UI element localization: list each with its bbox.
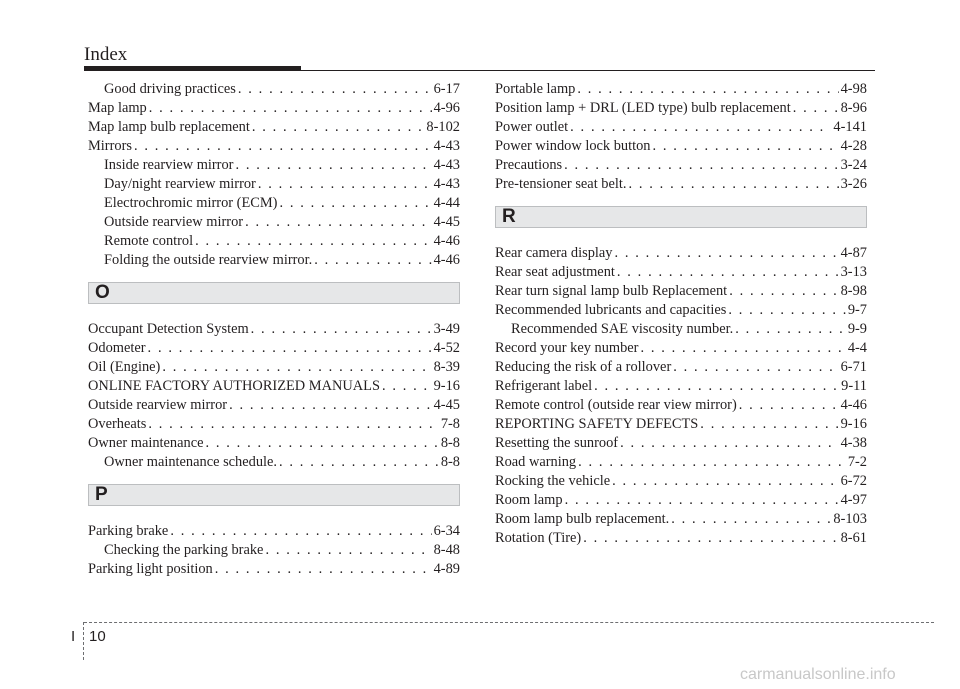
entry-term: Owner maintenance bbox=[88, 435, 204, 451]
section-letter-o: O bbox=[95, 282, 110, 303]
index-entry bbox=[495, 80, 867, 99]
index-title: Index bbox=[84, 44, 128, 65]
entry-page: 3-13 bbox=[840, 264, 867, 280]
footer-page-number: 10 bbox=[89, 628, 106, 645]
footer-section-letter: I bbox=[71, 628, 76, 645]
index-entry bbox=[495, 510, 867, 529]
right-column bbox=[495, 80, 867, 548]
dot-leader bbox=[245, 213, 432, 232]
index-entry bbox=[495, 434, 867, 453]
watermark: carmanualsonline.info bbox=[740, 666, 896, 683]
entry-page: 4-87 bbox=[840, 245, 867, 261]
entry-page: 4-89 bbox=[433, 561, 460, 577]
entry-term: Room lamp bbox=[495, 492, 563, 508]
entry-term: Rocking the vehicle bbox=[495, 473, 611, 489]
entry-page: 6-72 bbox=[840, 473, 867, 489]
dot-leader bbox=[382, 377, 432, 396]
dot-leader bbox=[653, 137, 839, 156]
entry-page: 9-7 bbox=[847, 302, 867, 318]
entry-term: Rear turn signal lamp bulb Replacement bbox=[495, 283, 728, 299]
index-entry bbox=[495, 415, 867, 434]
dot-leader bbox=[583, 529, 838, 548]
entry-term: ONLINE FACTORY AUTHORIZED MANUALS bbox=[88, 378, 380, 394]
entry-term: Map lamp bulb replacement bbox=[88, 119, 250, 135]
dot-leader bbox=[793, 99, 839, 118]
section-letter-r: R bbox=[502, 206, 516, 227]
entry-page: 8-8 bbox=[440, 454, 460, 470]
entry-page: 4-52 bbox=[433, 340, 460, 356]
index-entry bbox=[88, 541, 460, 560]
section-header-p bbox=[88, 484, 460, 506]
entry-page: 4-38 bbox=[840, 435, 867, 451]
dot-leader bbox=[628, 175, 838, 194]
entry-page: 9-16 bbox=[840, 416, 867, 432]
entry-term: Room lamp bulb replacement. bbox=[495, 511, 670, 527]
footer-rule bbox=[84, 622, 934, 623]
entry-term: Day/night rearview mirror bbox=[104, 176, 256, 192]
index-entry bbox=[88, 156, 460, 175]
dot-leader bbox=[170, 522, 431, 541]
entry-page: 4-97 bbox=[840, 492, 867, 508]
entry-page: 4-45 bbox=[433, 397, 460, 413]
dot-leader bbox=[279, 194, 431, 213]
dot-leader bbox=[565, 491, 839, 510]
index-entry bbox=[88, 339, 460, 358]
entry-page: 8-39 bbox=[433, 359, 460, 375]
entry-page: 4-43 bbox=[433, 138, 460, 154]
dot-leader bbox=[577, 80, 838, 99]
entry-page: 7-8 bbox=[440, 416, 460, 432]
dot-leader bbox=[314, 251, 431, 270]
entry-term: Portable lamp bbox=[495, 81, 576, 97]
index-entry bbox=[495, 99, 867, 118]
index-entry bbox=[495, 263, 867, 282]
dot-leader bbox=[728, 301, 845, 320]
entry-page: 8-102 bbox=[426, 119, 460, 135]
entry-term: Mirrors bbox=[88, 138, 132, 154]
dot-leader bbox=[265, 541, 431, 560]
index-entry bbox=[495, 396, 867, 415]
entry-term: Power window lock button bbox=[495, 138, 651, 154]
entry-term: Occupant Detection System bbox=[88, 321, 249, 337]
entry-page: 8-103 bbox=[833, 511, 867, 527]
entry-page: 4-45 bbox=[433, 214, 460, 230]
index-entry bbox=[495, 282, 867, 301]
dot-leader bbox=[229, 396, 432, 415]
index-entry bbox=[88, 251, 460, 270]
entry-term: Map lamp bbox=[88, 100, 147, 116]
entry-term: Good driving practices bbox=[104, 81, 236, 97]
left-top-entries bbox=[88, 80, 460, 270]
entry-term: Remote control bbox=[104, 233, 194, 249]
entry-term: Owner maintenance schedule. bbox=[104, 454, 278, 470]
index-entry bbox=[495, 339, 867, 358]
section-r-entries bbox=[495, 244, 867, 548]
section-letter-p: P bbox=[95, 484, 108, 505]
entry-page: 3-49 bbox=[433, 321, 460, 337]
entry-term: Rear camera display bbox=[495, 245, 613, 261]
entry-page: 8-48 bbox=[433, 542, 460, 558]
entry-term: Parking light position bbox=[88, 561, 213, 577]
dot-leader bbox=[195, 232, 431, 251]
index-entry bbox=[88, 377, 460, 396]
index-entry bbox=[88, 560, 460, 579]
dot-leader bbox=[149, 99, 432, 118]
index-entry bbox=[88, 232, 460, 251]
section-header-o bbox=[88, 282, 460, 304]
dot-leader bbox=[238, 80, 432, 99]
index-entry bbox=[495, 137, 867, 156]
dot-leader bbox=[148, 339, 432, 358]
index-entry bbox=[88, 194, 460, 213]
entry-page: 4-46 bbox=[840, 397, 867, 413]
index-entry bbox=[88, 453, 460, 472]
dot-leader bbox=[739, 396, 839, 415]
dot-leader bbox=[258, 175, 432, 194]
entry-page: 4-44 bbox=[433, 195, 460, 211]
header-rule-thin bbox=[84, 70, 875, 71]
dot-leader bbox=[671, 510, 831, 529]
entry-page: 6-34 bbox=[433, 523, 460, 539]
index-entry bbox=[88, 80, 460, 99]
entry-page: 4-4 bbox=[847, 340, 867, 356]
index-entry bbox=[495, 453, 867, 472]
entry-term: Resetting the sunroof bbox=[495, 435, 619, 451]
entry-term: Overheats bbox=[88, 416, 147, 432]
entry-page: 3-26 bbox=[840, 176, 867, 192]
entry-term: Parking brake bbox=[88, 523, 169, 539]
index-entry bbox=[495, 472, 867, 491]
dot-leader bbox=[735, 320, 846, 339]
entry-page: 3-24 bbox=[840, 157, 867, 173]
entry-term: Recommended lubricants and capacities bbox=[495, 302, 727, 318]
entry-page: 8-98 bbox=[840, 283, 867, 299]
entry-page: 9-11 bbox=[841, 378, 867, 394]
dot-leader bbox=[205, 434, 438, 453]
entry-term: Oil (Engine) bbox=[88, 359, 161, 375]
entry-page: 4-43 bbox=[433, 157, 460, 173]
entry-term: Outside rearview mirror bbox=[88, 397, 228, 413]
entry-term: Rear seat adjustment bbox=[495, 264, 615, 280]
index-entry bbox=[88, 213, 460, 232]
dot-leader bbox=[235, 156, 431, 175]
entry-page: 4-141 bbox=[833, 119, 867, 135]
dot-leader bbox=[570, 118, 831, 137]
entry-term: REPORTING SAFETY DEFECTS bbox=[495, 416, 699, 432]
index-entry bbox=[495, 118, 867, 137]
index-entry bbox=[495, 301, 867, 320]
entry-page: 4-46 bbox=[433, 252, 460, 268]
entry-page: 9-16 bbox=[433, 378, 460, 394]
index-entry bbox=[88, 434, 460, 453]
entry-page: 4-46 bbox=[433, 233, 460, 249]
index-entry bbox=[495, 156, 867, 175]
entry-term: Pre-tensioner seat belt. bbox=[495, 176, 627, 192]
entry-term: Precautions bbox=[495, 157, 563, 173]
entry-term: Power outlet bbox=[495, 119, 569, 135]
dot-leader bbox=[612, 472, 839, 491]
entry-page: 7-2 bbox=[847, 454, 867, 470]
index-entry bbox=[495, 244, 867, 263]
section-p-entries bbox=[88, 522, 460, 579]
entry-term: Electrochromic mirror (ECM) bbox=[104, 195, 278, 211]
dot-leader bbox=[279, 453, 439, 472]
dot-leader bbox=[594, 377, 839, 396]
entry-page: 4-28 bbox=[840, 138, 867, 154]
entry-page: 6-17 bbox=[433, 81, 460, 97]
index-entry bbox=[88, 137, 460, 156]
index-entry bbox=[88, 358, 460, 377]
left-column bbox=[88, 80, 460, 579]
entry-term: Checking the parking brake bbox=[104, 542, 264, 558]
dot-leader bbox=[640, 339, 845, 358]
entry-term: Position lamp + DRL (LED type) bulb replacement bbox=[495, 100, 791, 116]
entry-term: Record your key number bbox=[495, 340, 639, 356]
index-entry bbox=[88, 320, 460, 339]
entry-term: Rotation (Tire) bbox=[495, 530, 582, 546]
index-entry bbox=[88, 415, 460, 434]
index-entry bbox=[495, 529, 867, 548]
entry-page: 8-96 bbox=[840, 100, 867, 116]
right-top-entries bbox=[495, 80, 867, 194]
entry-page: 9-9 bbox=[847, 321, 867, 337]
dot-leader bbox=[700, 415, 838, 434]
entry-page: 8-61 bbox=[840, 530, 867, 546]
entry-term: Remote control (outside rear view mirror) bbox=[495, 397, 737, 413]
dot-leader bbox=[252, 118, 425, 137]
entry-page: 4-43 bbox=[433, 176, 460, 192]
footer-divider bbox=[83, 622, 84, 660]
dot-leader bbox=[673, 358, 838, 377]
index-entry bbox=[88, 175, 460, 194]
entry-page: 4-96 bbox=[433, 100, 460, 116]
dot-leader bbox=[251, 320, 432, 339]
dot-leader bbox=[148, 415, 438, 434]
index-entry bbox=[495, 377, 867, 396]
entry-term: Recommended SAE viscosity number. bbox=[511, 321, 734, 337]
index-entry bbox=[495, 358, 867, 377]
index-entry bbox=[495, 175, 867, 194]
entry-term: Folding the outside rearview mirror. bbox=[104, 252, 313, 268]
dot-leader bbox=[578, 453, 846, 472]
dot-leader bbox=[215, 560, 432, 579]
dot-leader bbox=[134, 137, 432, 156]
entry-page: 4-98 bbox=[840, 81, 867, 97]
entry-page: 8-8 bbox=[440, 435, 460, 451]
entry-term: Inside rearview mirror bbox=[104, 157, 234, 173]
section-header-r bbox=[495, 206, 867, 228]
entry-page: 6-71 bbox=[840, 359, 867, 375]
index-entry bbox=[495, 491, 867, 510]
dot-leader bbox=[162, 358, 431, 377]
dot-leader bbox=[620, 434, 839, 453]
index-entry bbox=[88, 118, 460, 137]
entry-term: Refrigerant label bbox=[495, 378, 593, 394]
dot-leader bbox=[617, 263, 839, 282]
dot-leader bbox=[614, 244, 838, 263]
index-entry bbox=[88, 99, 460, 118]
index-entry bbox=[88, 396, 460, 415]
dot-leader bbox=[729, 282, 838, 301]
entry-term: Road warning bbox=[495, 454, 577, 470]
section-o-entries bbox=[88, 320, 460, 472]
entry-term: Outside rearview mirror bbox=[104, 214, 244, 230]
entry-term: Reducing the risk of a rollover bbox=[495, 359, 672, 375]
entry-term: Odometer bbox=[88, 340, 146, 356]
index-entry bbox=[88, 522, 460, 541]
index-entry bbox=[495, 320, 867, 339]
dot-leader bbox=[564, 156, 838, 175]
